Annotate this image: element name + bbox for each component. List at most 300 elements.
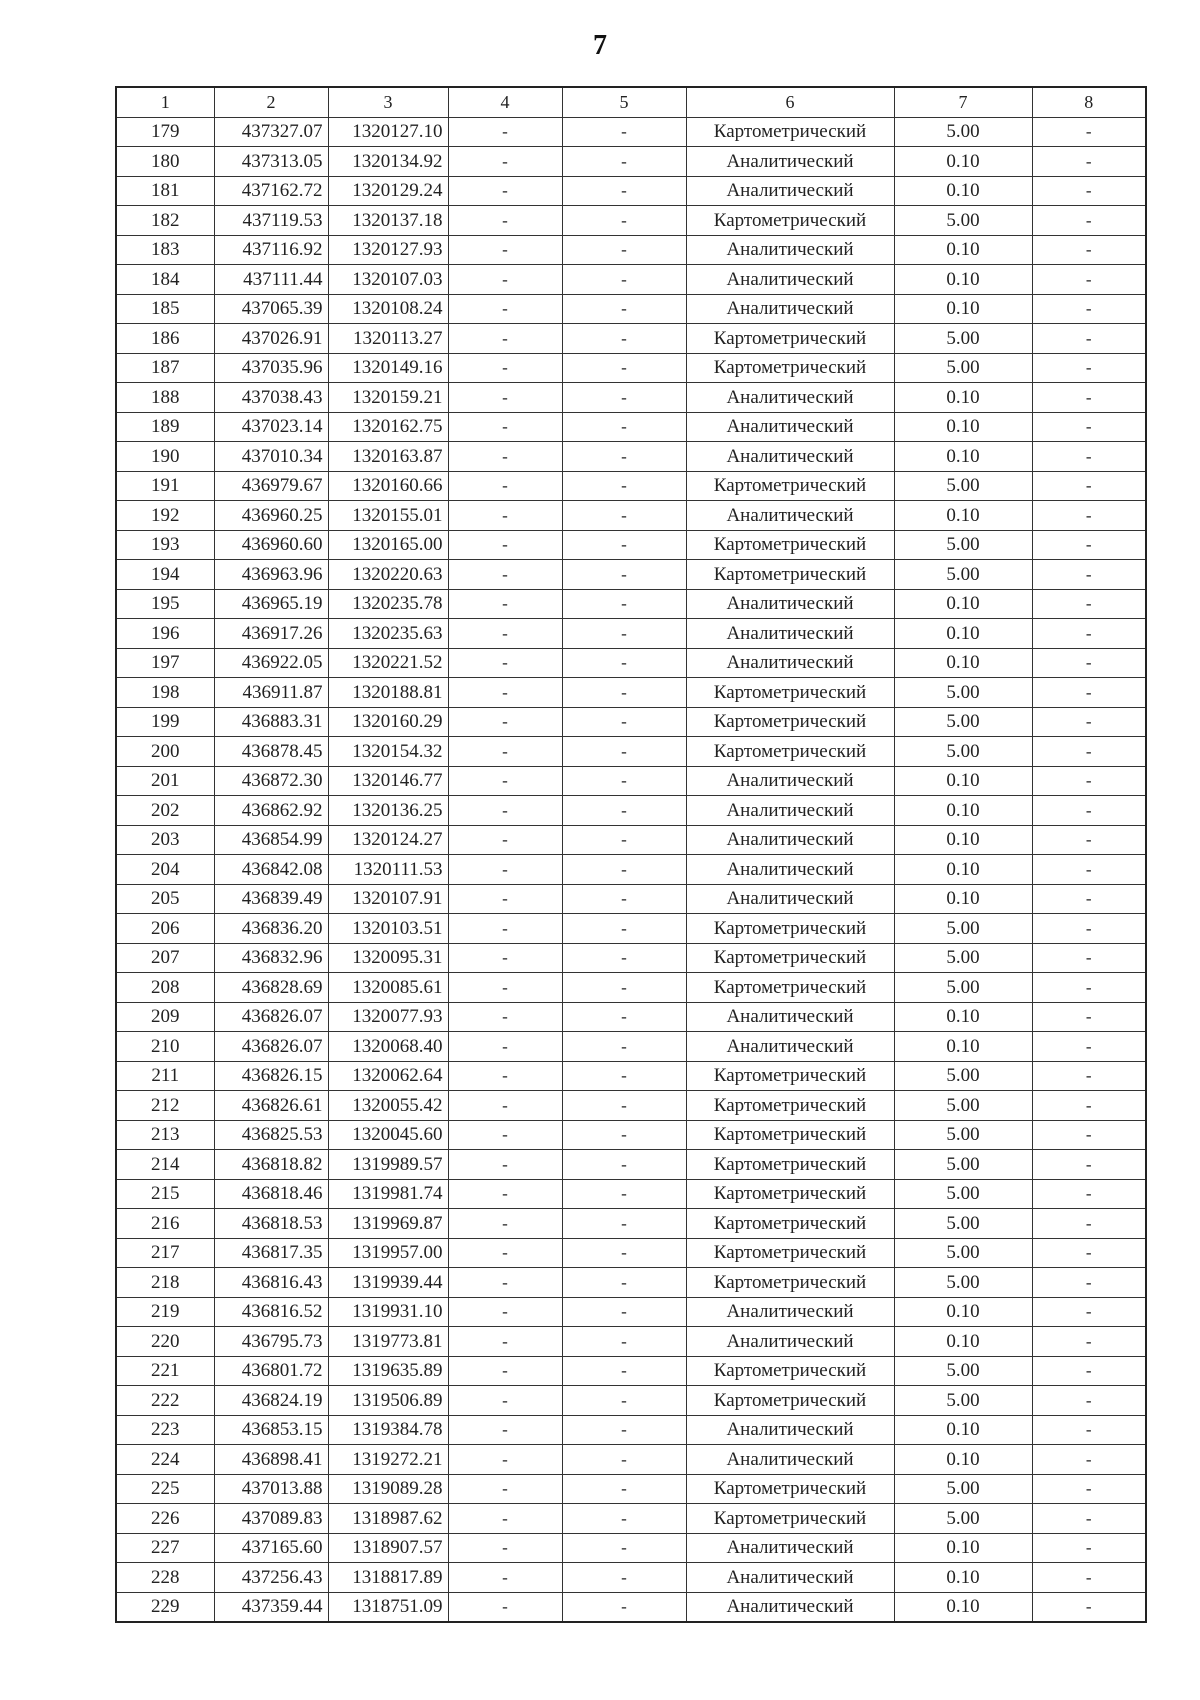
column-4-cell: - (448, 914, 562, 944)
point-number-cell: 187 (116, 353, 214, 383)
point-number-cell: 229 (116, 1592, 214, 1622)
y-coordinate-cell: 1320221.52 (328, 648, 448, 678)
column-5-cell: - (562, 147, 686, 177)
column-4-cell: - (448, 678, 562, 708)
column-8-cell: - (1032, 825, 1146, 855)
column-8-cell: - (1032, 206, 1146, 236)
column-5-cell: - (562, 1533, 686, 1563)
accuracy-cell: 0.10 (894, 796, 1032, 826)
x-coordinate-cell: 436960.25 (214, 501, 328, 531)
x-coordinate-cell: 437111.44 (214, 265, 328, 295)
x-coordinate-cell: 436862.92 (214, 796, 328, 826)
x-coordinate-cell: 436795.73 (214, 1327, 328, 1357)
column-4-cell: - (448, 855, 562, 885)
y-coordinate-cell: 1319989.57 (328, 1150, 448, 1180)
y-coordinate-cell: 1320077.93 (328, 1002, 448, 1032)
point-number-cell: 207 (116, 943, 214, 973)
x-coordinate-cell: 436911.87 (214, 678, 328, 708)
column-8-cell: - (1032, 1386, 1146, 1416)
column-8-cell: - (1032, 383, 1146, 413)
column-4-cell: - (448, 707, 562, 737)
column-8-cell: - (1032, 1209, 1146, 1239)
column-8-cell: - (1032, 442, 1146, 472)
table-row (116, 1032, 1146, 1062)
x-coordinate-cell: 436818.46 (214, 1179, 328, 1209)
method-cell: Аналитический (686, 1002, 894, 1032)
accuracy-cell: 0.10 (894, 766, 1032, 796)
x-coordinate-cell: 437035.96 (214, 353, 328, 383)
column-8-cell: - (1032, 1592, 1146, 1622)
column-5-cell: - (562, 1415, 686, 1445)
table-row (116, 678, 1146, 708)
y-coordinate-cell: 1319384.78 (328, 1415, 448, 1445)
accuracy-cell: 5.00 (894, 324, 1032, 354)
column-4-cell: - (448, 973, 562, 1003)
column-4-cell: - (448, 766, 562, 796)
column-8-cell: - (1032, 766, 1146, 796)
column-8-cell: - (1032, 648, 1146, 678)
column-5-cell: - (562, 501, 686, 531)
accuracy-cell: 0.10 (894, 235, 1032, 265)
table-row (116, 412, 1146, 442)
column-4-cell: - (448, 825, 562, 855)
method-cell: Аналитический (686, 619, 894, 649)
column-5-cell: - (562, 1150, 686, 1180)
table-row (116, 855, 1146, 885)
table-row (116, 589, 1146, 619)
table-body (116, 117, 1146, 1622)
method-cell: Картометрический (686, 1356, 894, 1386)
table-row (116, 1356, 1146, 1386)
header-cell: 6 (686, 87, 894, 117)
column-5-cell: - (562, 1563, 686, 1593)
point-number-cell: 182 (116, 206, 214, 236)
point-number-cell: 181 (116, 176, 214, 206)
column-4-cell: - (448, 1445, 562, 1475)
x-coordinate-cell: 436817.35 (214, 1238, 328, 1268)
table-row (116, 1474, 1146, 1504)
column-5-cell: - (562, 1504, 686, 1534)
column-5-cell: - (562, 560, 686, 590)
column-5-cell: - (562, 471, 686, 501)
point-number-cell: 217 (116, 1238, 214, 1268)
column-5-cell: - (562, 796, 686, 826)
column-5-cell: - (562, 884, 686, 914)
accuracy-cell: 0.10 (894, 1445, 1032, 1475)
point-number-cell: 185 (116, 294, 214, 324)
column-4-cell: - (448, 412, 562, 442)
column-8-cell: - (1032, 1120, 1146, 1150)
method-cell: Аналитический (686, 1297, 894, 1327)
column-5-cell: - (562, 1268, 686, 1298)
x-coordinate-cell: 436825.53 (214, 1120, 328, 1150)
y-coordinate-cell: 1320134.92 (328, 147, 448, 177)
x-coordinate-cell: 436816.43 (214, 1268, 328, 1298)
accuracy-cell: 0.10 (894, 1297, 1032, 1327)
header-cell: 2 (214, 87, 328, 117)
column-4-cell: - (448, 884, 562, 914)
y-coordinate-cell: 1319939.44 (328, 1268, 448, 1298)
column-5-cell: - (562, 294, 686, 324)
y-coordinate-cell: 1320085.61 (328, 973, 448, 1003)
column-5-cell: - (562, 1032, 686, 1062)
method-cell: Аналитический (686, 501, 894, 531)
point-number-cell: 186 (116, 324, 214, 354)
table-row (116, 235, 1146, 265)
column-4-cell: - (448, 294, 562, 324)
column-5-cell: - (562, 1592, 686, 1622)
accuracy-cell: 5.00 (894, 206, 1032, 236)
column-8-cell: - (1032, 176, 1146, 206)
column-5-cell: - (562, 1356, 686, 1386)
x-coordinate-cell: 437010.34 (214, 442, 328, 472)
method-cell: Аналитический (686, 294, 894, 324)
accuracy-cell: 5.00 (894, 737, 1032, 767)
accuracy-cell: 5.00 (894, 1061, 1032, 1091)
method-cell: Аналитический (686, 383, 894, 413)
point-number-cell: 222 (116, 1386, 214, 1416)
table-row (116, 294, 1146, 324)
accuracy-cell: 5.00 (894, 1268, 1032, 1298)
method-cell: Картометрический (686, 1474, 894, 1504)
x-coordinate-cell: 436854.99 (214, 825, 328, 855)
accuracy-cell: 5.00 (894, 1238, 1032, 1268)
method-cell: Картометрический (686, 1150, 894, 1180)
accuracy-cell: 0.10 (894, 825, 1032, 855)
point-number-cell: 220 (116, 1327, 214, 1357)
y-coordinate-cell: 1320155.01 (328, 501, 448, 531)
table-row (116, 1120, 1146, 1150)
table-row (116, 117, 1146, 147)
method-cell: Картометрический (686, 1268, 894, 1298)
column-4-cell: - (448, 1327, 562, 1357)
x-coordinate-cell: 436801.72 (214, 1356, 328, 1386)
table-row (116, 1002, 1146, 1032)
column-8-cell: - (1032, 589, 1146, 619)
method-cell: Картометрический (686, 560, 894, 590)
y-coordinate-cell: 1320162.75 (328, 412, 448, 442)
y-coordinate-cell: 1320113.27 (328, 324, 448, 354)
table-row (116, 825, 1146, 855)
y-coordinate-cell: 1319981.74 (328, 1179, 448, 1209)
point-number-cell: 180 (116, 147, 214, 177)
accuracy-cell: 5.00 (894, 1386, 1032, 1416)
accuracy-cell: 0.10 (894, 1533, 1032, 1563)
column-8-cell: - (1032, 1179, 1146, 1209)
column-4-cell: - (448, 1238, 562, 1268)
column-8-cell: - (1032, 1356, 1146, 1386)
point-number-cell: 228 (116, 1563, 214, 1593)
column-8-cell: - (1032, 147, 1146, 177)
method-cell: Аналитический (686, 1445, 894, 1475)
point-number-cell: 208 (116, 973, 214, 1003)
table-row (116, 471, 1146, 501)
method-cell: Картометрический (686, 1179, 894, 1209)
column-8-cell: - (1032, 943, 1146, 973)
table-row (116, 1238, 1146, 1268)
column-5-cell: - (562, 855, 686, 885)
x-coordinate-cell: 436826.61 (214, 1091, 328, 1121)
point-number-cell: 212 (116, 1091, 214, 1121)
table-row (116, 1179, 1146, 1209)
accuracy-cell: 0.10 (894, 442, 1032, 472)
y-coordinate-cell: 1318817.89 (328, 1563, 448, 1593)
point-number-cell: 206 (116, 914, 214, 944)
column-4-cell: - (448, 1386, 562, 1416)
column-5-cell: - (562, 707, 686, 737)
method-cell: Аналитический (686, 766, 894, 796)
y-coordinate-cell: 1320137.18 (328, 206, 448, 236)
table-header (116, 87, 1146, 117)
x-coordinate-cell: 437256.43 (214, 1563, 328, 1593)
column-8-cell: - (1032, 560, 1146, 590)
point-number-cell: 216 (116, 1209, 214, 1239)
accuracy-cell: 5.00 (894, 471, 1032, 501)
x-coordinate-cell: 437313.05 (214, 147, 328, 177)
y-coordinate-cell: 1320095.31 (328, 943, 448, 973)
accuracy-cell: 0.10 (894, 1415, 1032, 1445)
point-number-cell: 184 (116, 265, 214, 295)
table-row (116, 324, 1146, 354)
x-coordinate-cell: 436832.96 (214, 943, 328, 973)
column-4-cell: - (448, 1297, 562, 1327)
point-number-cell: 183 (116, 235, 214, 265)
point-number-cell: 205 (116, 884, 214, 914)
table-row (116, 206, 1146, 236)
point-number-cell: 195 (116, 589, 214, 619)
x-coordinate-cell: 436818.82 (214, 1150, 328, 1180)
column-4-cell: - (448, 796, 562, 826)
column-5-cell: - (562, 1238, 686, 1268)
point-number-cell: 218 (116, 1268, 214, 1298)
accuracy-cell: 5.00 (894, 1356, 1032, 1386)
method-cell: Картометрический (686, 1120, 894, 1150)
method-cell: Аналитический (686, 825, 894, 855)
header-cell: 5 (562, 87, 686, 117)
method-cell: Аналитический (686, 796, 894, 826)
method-cell: Картометрический (686, 973, 894, 1003)
column-8-cell: - (1032, 1268, 1146, 1298)
accuracy-cell: 0.10 (894, 383, 1032, 413)
table-row (116, 884, 1146, 914)
point-number-cell: 189 (116, 412, 214, 442)
x-coordinate-cell: 436883.31 (214, 707, 328, 737)
accuracy-cell: 5.00 (894, 1179, 1032, 1209)
method-cell: Аналитический (686, 648, 894, 678)
y-coordinate-cell: 1319506.89 (328, 1386, 448, 1416)
accuracy-cell: 5.00 (894, 1504, 1032, 1534)
column-4-cell: - (448, 206, 562, 236)
column-8-cell: - (1032, 353, 1146, 383)
accuracy-cell: 0.10 (894, 147, 1032, 177)
column-5-cell: - (562, 766, 686, 796)
column-8-cell: - (1032, 471, 1146, 501)
x-coordinate-cell: 436872.30 (214, 766, 328, 796)
accuracy-cell: 0.10 (894, 1592, 1032, 1622)
column-8-cell: - (1032, 884, 1146, 914)
table-row (116, 796, 1146, 826)
y-coordinate-cell: 1320149.16 (328, 353, 448, 383)
column-8-cell: - (1032, 914, 1146, 944)
column-5-cell: - (562, 1327, 686, 1357)
column-8-cell: - (1032, 235, 1146, 265)
x-coordinate-cell: 437065.39 (214, 294, 328, 324)
column-8-cell: - (1032, 678, 1146, 708)
accuracy-cell: 0.10 (894, 412, 1032, 442)
x-coordinate-cell: 437359.44 (214, 1592, 328, 1622)
method-cell: Картометрический (686, 117, 894, 147)
column-8-cell: - (1032, 619, 1146, 649)
column-4-cell: - (448, 1061, 562, 1091)
y-coordinate-cell: 1318907.57 (328, 1533, 448, 1563)
table-row (116, 707, 1146, 737)
column-8-cell: - (1032, 973, 1146, 1003)
method-cell: Аналитический (686, 1563, 894, 1593)
x-coordinate-cell: 436826.07 (214, 1032, 328, 1062)
column-5-cell: - (562, 265, 686, 295)
y-coordinate-cell: 1320107.03 (328, 265, 448, 295)
column-4-cell: - (448, 324, 562, 354)
point-number-cell: 221 (116, 1356, 214, 1386)
y-coordinate-cell: 1320111.53 (328, 855, 448, 885)
x-coordinate-cell: 436853.15 (214, 1415, 328, 1445)
y-coordinate-cell: 1320188.81 (328, 678, 448, 708)
accuracy-cell: 0.10 (894, 884, 1032, 914)
y-coordinate-cell: 1320136.25 (328, 796, 448, 826)
column-8-cell: - (1032, 294, 1146, 324)
method-cell: Аналитический (686, 855, 894, 885)
x-coordinate-cell: 436898.41 (214, 1445, 328, 1475)
column-5-cell: - (562, 914, 686, 944)
x-coordinate-cell: 436818.53 (214, 1209, 328, 1239)
column-5-cell: - (562, 589, 686, 619)
column-4-cell: - (448, 1563, 562, 1593)
column-4-cell: - (448, 1091, 562, 1121)
column-8-cell: - (1032, 530, 1146, 560)
point-number-cell: 226 (116, 1504, 214, 1534)
column-8-cell: - (1032, 412, 1146, 442)
table-row (116, 1327, 1146, 1357)
method-cell: Аналитический (686, 147, 894, 177)
method-cell: Аналитический (686, 1415, 894, 1445)
method-cell: Аналитический (686, 1327, 894, 1357)
column-8-cell: - (1032, 1327, 1146, 1357)
column-5-cell: - (562, 412, 686, 442)
column-5-cell: - (562, 1209, 686, 1239)
coordinates-table (115, 86, 1147, 1623)
point-number-cell: 213 (116, 1120, 214, 1150)
accuracy-cell: 0.10 (894, 1563, 1032, 1593)
table-row (116, 560, 1146, 590)
point-number-cell: 196 (116, 619, 214, 649)
accuracy-cell: 0.10 (894, 501, 1032, 531)
point-number-cell: 227 (116, 1533, 214, 1563)
accuracy-cell: 0.10 (894, 294, 1032, 324)
column-5-cell: - (562, 1091, 686, 1121)
table-row (116, 1268, 1146, 1298)
method-cell: Аналитический (686, 1032, 894, 1062)
column-8-cell: - (1032, 1504, 1146, 1534)
method-cell: Картометрический (686, 471, 894, 501)
y-coordinate-cell: 1319957.00 (328, 1238, 448, 1268)
y-coordinate-cell: 1319272.21 (328, 1445, 448, 1475)
table-row (116, 914, 1146, 944)
column-4-cell: - (448, 1592, 562, 1622)
column-8-cell: - (1032, 1415, 1146, 1445)
column-8-cell: - (1032, 1533, 1146, 1563)
column-5-cell: - (562, 648, 686, 678)
column-4-cell: - (448, 383, 562, 413)
table-row (116, 1297, 1146, 1327)
x-coordinate-cell: 436826.15 (214, 1061, 328, 1091)
point-number-cell: 197 (116, 648, 214, 678)
column-8-cell: - (1032, 1002, 1146, 1032)
column-4-cell: - (448, 117, 562, 147)
method-cell: Аналитический (686, 265, 894, 295)
column-5-cell: - (562, 1297, 686, 1327)
point-number-cell: 198 (116, 678, 214, 708)
column-4-cell: - (448, 442, 562, 472)
column-8-cell: - (1032, 707, 1146, 737)
column-5-cell: - (562, 1445, 686, 1475)
y-coordinate-cell: 1320068.40 (328, 1032, 448, 1062)
table-row (116, 1061, 1146, 1091)
table-row (116, 973, 1146, 1003)
column-5-cell: - (562, 737, 686, 767)
table-row (116, 1533, 1146, 1563)
method-cell: Картометрический (686, 737, 894, 767)
method-cell: Картометрический (686, 1386, 894, 1416)
column-8-cell: - (1032, 1445, 1146, 1475)
accuracy-cell: 5.00 (894, 973, 1032, 1003)
column-5-cell: - (562, 1120, 686, 1150)
x-coordinate-cell: 436836.20 (214, 914, 328, 944)
column-4-cell: - (448, 235, 562, 265)
accuracy-cell: 0.10 (894, 1032, 1032, 1062)
column-4-cell: - (448, 1209, 562, 1239)
method-cell: Картометрический (686, 678, 894, 708)
y-coordinate-cell: 1320129.24 (328, 176, 448, 206)
method-cell: Картометрический (686, 943, 894, 973)
x-coordinate-cell: 437119.53 (214, 206, 328, 236)
column-5-cell: - (562, 176, 686, 206)
column-8-cell: - (1032, 1297, 1146, 1327)
table-row (116, 1386, 1146, 1416)
x-coordinate-cell: 437089.83 (214, 1504, 328, 1534)
column-8-cell: - (1032, 855, 1146, 885)
x-coordinate-cell: 436979.67 (214, 471, 328, 501)
column-4-cell: - (448, 560, 562, 590)
y-coordinate-cell: 1320163.87 (328, 442, 448, 472)
point-number-cell: 200 (116, 737, 214, 767)
accuracy-cell: 5.00 (894, 1120, 1032, 1150)
column-8-cell: - (1032, 117, 1146, 147)
accuracy-cell: 5.00 (894, 914, 1032, 944)
column-4-cell: - (448, 737, 562, 767)
column-8-cell: - (1032, 1474, 1146, 1504)
method-cell: Картометрический (686, 1061, 894, 1091)
column-4-cell: - (448, 1415, 562, 1445)
column-8-cell: - (1032, 501, 1146, 531)
column-4-cell: - (448, 648, 562, 678)
x-coordinate-cell: 436878.45 (214, 737, 328, 767)
column-4-cell: - (448, 1356, 562, 1386)
column-4-cell: - (448, 471, 562, 501)
x-coordinate-cell: 437026.91 (214, 324, 328, 354)
y-coordinate-cell: 1320127.93 (328, 235, 448, 265)
column-4-cell: - (448, 1474, 562, 1504)
x-coordinate-cell: 436965.19 (214, 589, 328, 619)
